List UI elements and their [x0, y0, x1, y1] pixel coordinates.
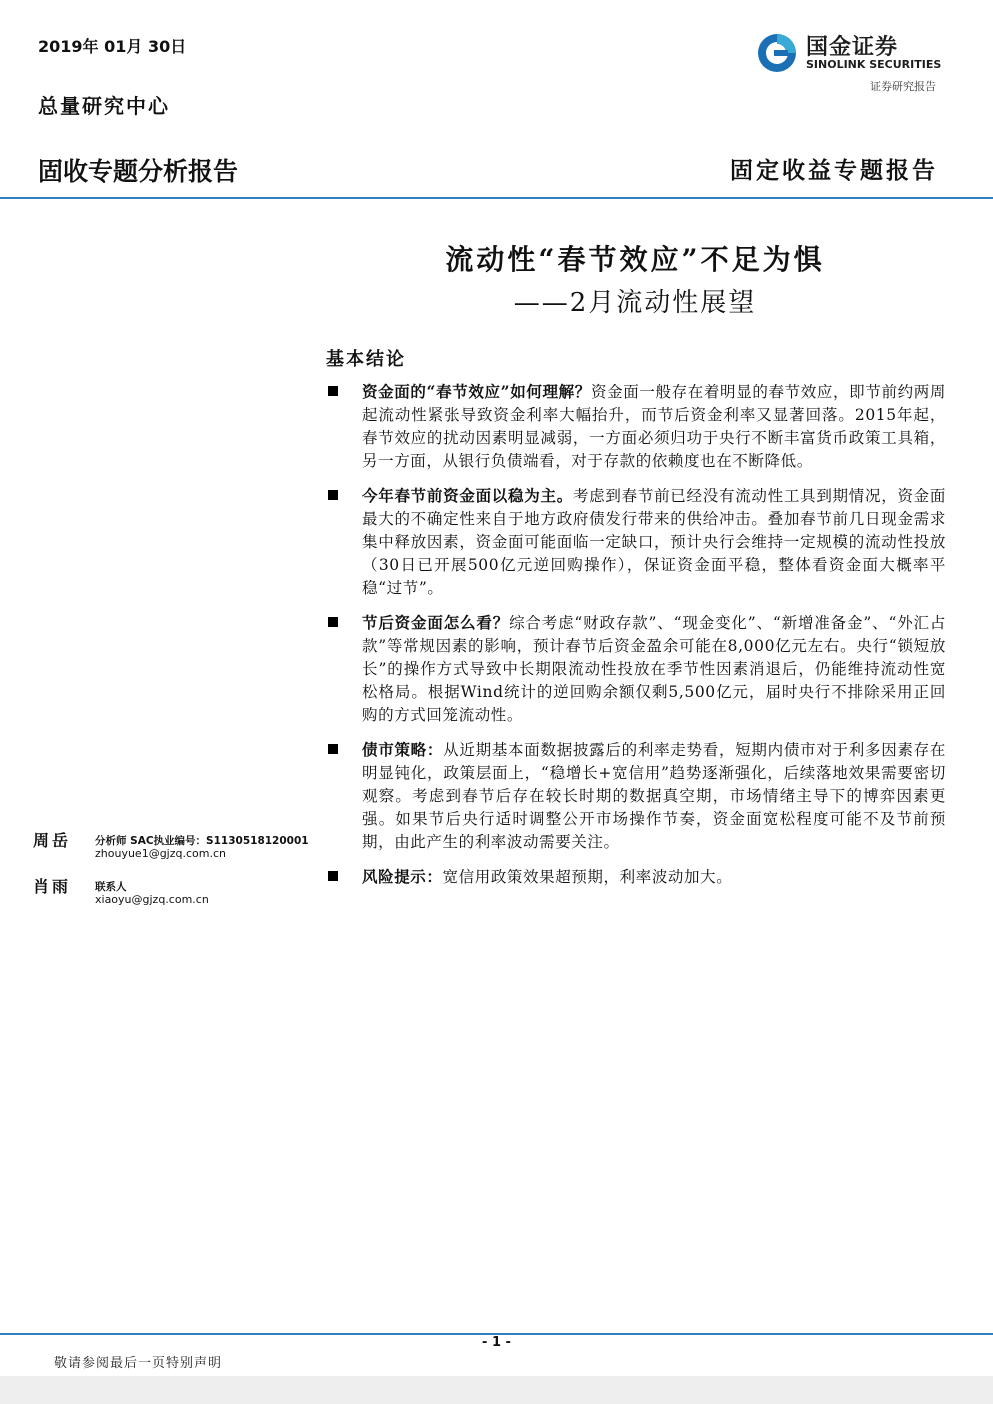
conclusion-item [326, 611, 946, 727]
bullet-square-icon [328, 386, 338, 396]
analyst-name: 周岳 [33, 831, 72, 850]
conclusion-item [326, 380, 946, 473]
conclusion-text: 考虑到春节前已经没有流动性工具到期情况，资金面最大的不确定性来自于地方政府债发行带来的供给冲击。叠加春节前几日现金需求集中释放因素，资金面可能面临一定缺口，预计央行会维持一定规模的流动性投放（30日已开展500亿元逆回购操作），保证资金面平稳，整体看资金面大概率平稳“过节”。 [362, 487, 946, 597]
analyst-email[interactable]: xiaoyu@gjzq.com.cn [95, 893, 209, 906]
conclusion-text: 资金面一般存在着明显的春节效应，即节前约两周起流动性紧张导致资金利率大幅抬升，而节后资金利率又显著回落。2015年起，春节效应的扰动因素明显减弱，一方面必须归功于央行不断丰富货币政策工具箱，另一方面，从银行负债端看，对于存款的依赖度也在不断降低。 [362, 383, 946, 470]
conclusion-text: 综合考虑“财政存款”、“现金变化”、“新增准备金”、“外汇占款”等常规因素的影响，预计春节后资金盈余可能在8,000亿元左右。央行“锁短放长”的操作方式导致中长期限流动性投放在季节性因素消退后，仍能维持流动性宽松格局。根据Wind统计的逆回购余额仅剩5,500亿元，届时央行不排除采用正回购的方式回笼流动性。 [362, 614, 946, 724]
bullet-square-icon [328, 744, 338, 754]
department-name: 总量研究中心 [38, 94, 170, 118]
conclusion-item [326, 484, 946, 600]
header-divider [0, 197, 993, 199]
page-number: - 1 - [482, 1335, 511, 1350]
conclusion-lead: 债市策略： [362, 740, 444, 759]
conclusion-lead: 风险提示： [362, 867, 443, 886]
logo-chinese-name: 国金证券 [806, 35, 899, 60]
conclusions-heading: 基本结论 [326, 349, 406, 370]
report-subtitle: ——2月流动性展望 [513, 288, 757, 318]
logo-subtitle: 证券研究报告 [870, 80, 936, 93]
conclusion-text: 宽信用政策效果超预期，利率波动加大。 [442, 868, 733, 886]
bullet-square-icon [328, 490, 338, 500]
analyst-name: 肖雨 [33, 877, 72, 896]
conclusion-lead: 节后资金面怎么看？ [362, 613, 510, 632]
conclusion-lead: 资金面的“春节效应”如何理解？ [362, 382, 591, 401]
bullet-square-icon [328, 617, 338, 627]
sinolink-logo-icon [756, 32, 798, 74]
analyst-email[interactable]: zhouyue1@gjzq.com.cn [95, 847, 226, 860]
disclaimer-text: 敬请参阅最后一页特别声明 [54, 1356, 223, 1371]
conclusion-lead: 今年春节前资金面以稳为主。 [362, 486, 573, 505]
report-date: 2019年 01月 30日 [38, 37, 187, 56]
analyst-role: 联系人 [95, 881, 127, 893]
analyst-role: 分析师 SAC执业编号：S1130518120001 [95, 835, 309, 847]
report-category: 固定收益专题报告 [730, 157, 938, 184]
report-type-title: 固收专题分析报告 [38, 157, 239, 186]
company-logo [756, 30, 946, 76]
conclusion-item [326, 865, 946, 889]
conclusion-text: 从近期基本面数据披露后的利率走势看，短期内债市对于利多因素存在明显钝化，政策层面上，“稳增长+宽信用”趋势逐渐强化，后续落地效果需要密切观察。考虑到春节后存在较长时期的数据真空期，市场情绪主导下的博弈因素更强。如果节后央行适时调整公开市场操作节奏，资金面宽松程度可能不及节前预期，由此产生的利率波动需要关注。 [362, 741, 946, 851]
bullet-square-icon [328, 871, 338, 881]
footer-band [0, 1376, 993, 1404]
logo-english-name: SINOLINK SECURITIES [806, 58, 942, 71]
conclusions-list [326, 380, 946, 900]
report-title: 流动性“春节效应”不足为惧 [445, 243, 825, 276]
conclusion-item [326, 738, 946, 854]
